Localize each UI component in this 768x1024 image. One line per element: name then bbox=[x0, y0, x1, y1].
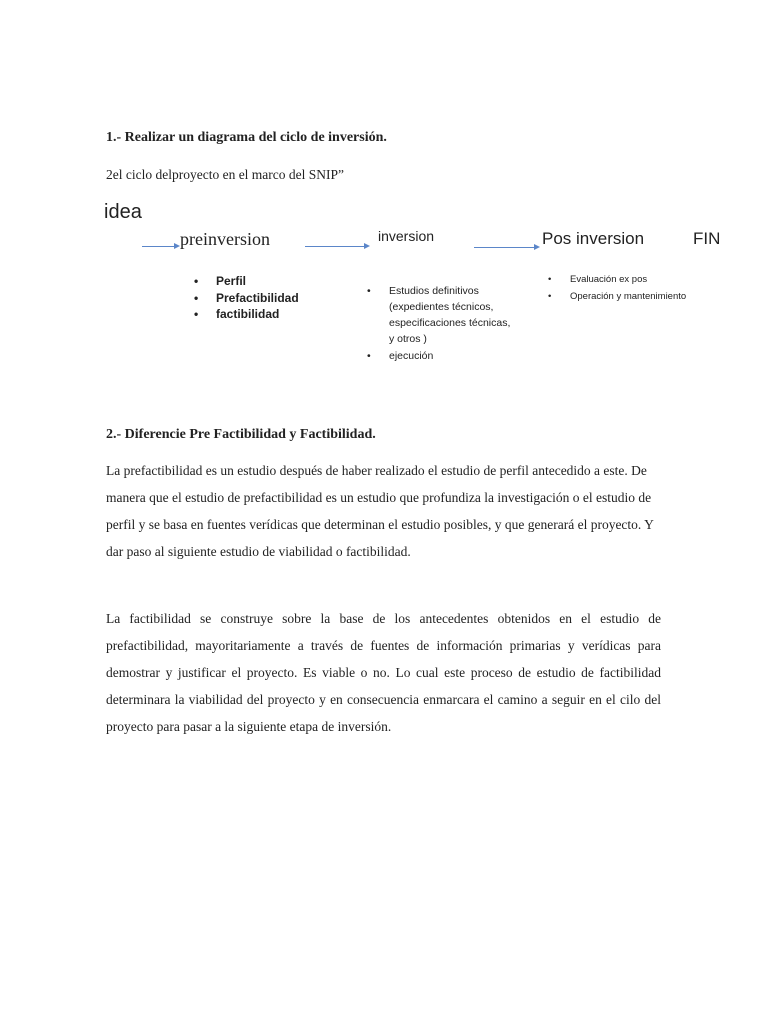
stage-idea: idea bbox=[104, 201, 142, 223]
arrow-idea-to-preinversion bbox=[142, 246, 174, 247]
list-item: • ejecución bbox=[365, 348, 515, 364]
posinversion-list bbox=[546, 271, 686, 305]
section1-subtitle: 2el ciclo delproyecto en el marco del SNIP” bbox=[106, 167, 345, 182]
list-item: • Prefactibilidad bbox=[192, 290, 299, 307]
stage-fin: FIN bbox=[693, 229, 721, 248]
paragraph-factibilidad: La factibilidad se construye sobre la base de los antecedentes obtenidos en el estudio de prefactibilidad, mayoritariamente a través de fuentes de información primarias y verídicas para demostrar y justificar el proyecto. Es viable o no. Lo cual este proceso de estudio de factibilidad determinara la viabilidad del proyecto y en consecuencia enmarcara el camino a seguir en el cilo del proyecto para pasar a la siguiente etapa de inversión. bbox=[106, 611, 661, 734]
preinversion-list bbox=[192, 273, 299, 323]
list-item: • Estudios definitivos (expedientes técnicos, especificaciones técnicas, y otros ) bbox=[365, 283, 515, 347]
inversion-list bbox=[365, 283, 515, 364]
stage-posinversion: Pos inversion bbox=[542, 229, 645, 248]
list-item: • Operación y mantenimiento bbox=[546, 288, 686, 305]
arrow-inversion-to-posinversion bbox=[474, 247, 534, 248]
section2-heading: 2.- Diferencie Pre Factibilidad y Factibilidad. bbox=[106, 427, 376, 442]
list-item: • Perfil bbox=[192, 273, 299, 290]
paragraph-prefactibilidad: La prefactibilidad es un estudio después de haber realizado el estudio de perfil antecedido a este. De manera que el estudio de prefactibilidad es un estudio que profundiza la investigación o el estudio de perfil y se basa en fuentes verídicas que determinan el estudio posibles, y que generará el proyecto. Y dar paso al siguiente estudio de viabilidad o factibilidad. bbox=[106, 463, 654, 559]
list-item: • factibilidad bbox=[192, 306, 299, 323]
section1-heading: 1.- Realizar un diagrama del ciclo de inversión. bbox=[106, 130, 387, 145]
stage-preinversion: preinversion bbox=[180, 229, 270, 249]
list-item: • Evaluación ex pos bbox=[546, 271, 686, 288]
arrow-preinversion-to-inversion bbox=[305, 246, 364, 247]
stage-inversion: inversion bbox=[378, 228, 435, 244]
